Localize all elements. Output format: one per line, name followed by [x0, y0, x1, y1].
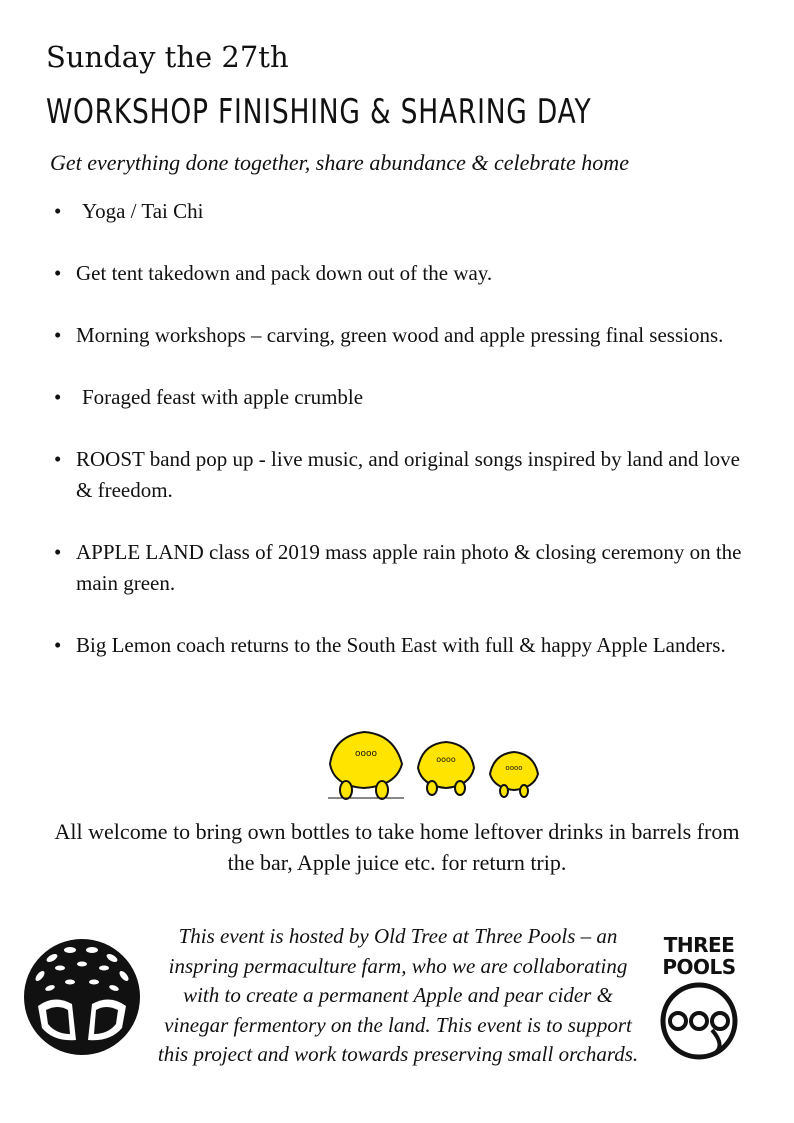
list-item-text: Foraged feast with apple crumble	[82, 385, 364, 409]
list-item: • ROOST band pop up - live music, and original songs inspired by land and love & freedom.	[54, 447, 740, 502]
host-description: This event is hosted by Old Tree at Three Pools – an inspring permaculture farm, who we are collaborating with to create a permanent Apple and pear cider & vinegar fermentory on the land. This event is to support this project and work towards preserving small orchards.	[157, 924, 639, 1066]
list-item: • Morning workshops – carving, green wood and apple pressing final sessions.	[54, 323, 724, 347]
svg-text:oooo: oooo	[505, 764, 523, 772]
list-item: • Foraged feast with apple crumble	[54, 385, 364, 409]
event-title: WORKSHOP FINISHING & SHARING DAY	[46, 92, 592, 132]
list-item-text: Yoga / Tai Chi	[82, 199, 204, 223]
list-item-text: Get tent takedown and pack down out of the way.	[76, 261, 493, 285]
tree-logo-icon	[20, 936, 144, 1058]
svg-text:oooo: oooo	[436, 755, 456, 764]
list-item-text: APPLE LAND class of 2019 mass apple rain photo & closing ceremony on the main green.	[76, 540, 742, 595]
list-item-text: Big Lemon coach returns to the South East with full & happy Apple Landers.	[76, 633, 726, 657]
list-item: • Yoga / Tai Chi	[54, 199, 204, 223]
lemon-mascot-icon	[418, 742, 474, 795]
event-date: Sunday the 27th	[46, 40, 289, 74]
three-pools-logo	[652, 934, 746, 1066]
svg-text:oooo: oooo	[354, 749, 378, 759]
list-item: • Get tent takedown and pack down out of the way.	[54, 261, 493, 285]
three-pools-word-2: POOLS	[662, 955, 736, 979]
lemon-mascot-icon	[490, 752, 538, 797]
lemon-mascot-icon	[328, 732, 404, 799]
event-tagline: Get everything done together, share abundance & celebrate home	[50, 150, 629, 175]
schedule-list	[48, 196, 758, 692]
closing-note: All welcome to bring own bottles to take home leftover drinks in barrels from the bar, Apple juice etc. for return trip.	[54, 819, 740, 875]
list-item: • APPLE LAND class of 2019 mass apple rain photo & closing ceremony on the main green.	[54, 540, 742, 595]
list-item-text: ROOST band pop up - live music, and original songs inspired by land and love & freedom.	[76, 447, 740, 502]
pools-circle-icon	[652, 978, 746, 1064]
list-item-text: Morning workshops – carving, green wood and apple pressing final sessions.	[76, 323, 724, 347]
list-item: • Big Lemon coach returns to the South East with full & happy Apple Landers.	[54, 633, 726, 657]
lemon-mascots-illustration	[324, 728, 544, 802]
three-pools-word-1: THREE	[663, 933, 735, 957]
